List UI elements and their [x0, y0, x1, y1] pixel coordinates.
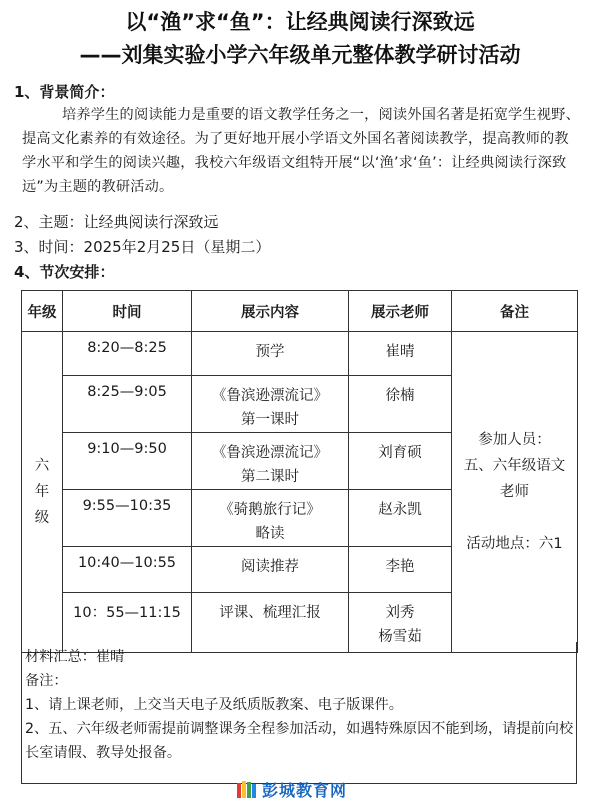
content-line: 预学: [255, 344, 285, 360]
header-remarks: 备注: [452, 291, 578, 332]
participants-label: 参加人员：: [478, 432, 551, 448]
site-watermark: [236, 778, 347, 800]
table-row: [22, 332, 578, 376]
remark-item-1: 1、请上课老师，上交当天电子及纸质版教案、电子版课件。: [25, 697, 403, 713]
schedule-heading: 4、节次安排：: [14, 263, 115, 281]
content-line: 《鲁滨逊漂流记》: [212, 388, 328, 404]
location-text: 活动地点：六1: [466, 536, 563, 552]
teacher-line: 崔晴: [385, 344, 415, 360]
content-line: 评课、梳理汇报: [219, 605, 321, 621]
content-line: 阅读推荐: [241, 559, 299, 575]
content-line: 略读: [255, 526, 285, 542]
participants-line1: 五、六年级语文: [463, 458, 566, 474]
teacher-cell: [349, 547, 452, 593]
teacher-line: 刘育硕: [378, 445, 422, 461]
content-line: 第二课时: [241, 469, 299, 485]
content-cell: [192, 433, 349, 490]
grade-cell: [22, 332, 63, 653]
content-line: 《骑鹅旅行记》: [219, 502, 321, 518]
header-grade: 年级: [22, 291, 63, 332]
remarks-cell: [452, 332, 578, 653]
teacher-cell: [349, 332, 452, 376]
remark-item-2: 2、五、六年级老师需提前调整课务全程参加活动，如遇特殊原因不能到场，请提前向校长室请假、教导处报备。: [25, 721, 574, 761]
site-name: 彭城教育网: [262, 780, 348, 800]
teacher-cell: [349, 376, 452, 433]
teacher-line: 赵永凯: [378, 502, 422, 518]
background-heading: 1、背景简介：: [14, 83, 115, 101]
teacher-line: 杨雪茹: [378, 629, 422, 645]
grade-label: 六年级: [34, 458, 50, 526]
content-cell: [192, 547, 349, 593]
background-paragraph: 培养学生的阅读能力是重要的语文教学任务之一，阅读外国名著是拓宽学生视野、提高文化素养的有效途径。为了更好地开展小学语文外国名著阅读教学，提高教师的教学水平和学生的阅读兴趣，我校六年级语文组特开展“以‘渔’求‘鱼’：让经典阅读行深致远”为主题的教研活动。: [22, 107, 580, 195]
header-time: 时间: [63, 291, 192, 332]
time-cell: 8:20—8:25: [63, 332, 192, 376]
time-cell: 8:25—9:05: [63, 376, 192, 433]
books-logo-icon: [236, 779, 258, 799]
notes-box: [21, 642, 577, 784]
header-teacher: 展示老师: [349, 291, 452, 332]
content-cell: [192, 490, 349, 547]
teacher-cell: [349, 490, 452, 547]
content-line: 《鲁滨逊漂流记》: [212, 445, 328, 461]
theme-line: 2、主题：让经典阅读行深致远: [14, 213, 219, 231]
remark-heading: 备注：: [25, 673, 68, 689]
teacher-line: 刘秀: [385, 605, 415, 621]
page-subtitle: ——刘集实验小学六年级单元整体教学研讨活动: [79, 43, 521, 67]
time-cell: 9:10—9:50: [63, 433, 192, 490]
page-title: 以“渔”求“鱼”：让经典阅读行深致远: [125, 10, 475, 34]
table-header-row: [22, 291, 578, 332]
time-line: 3、时间：2025年2月25日（星期二）: [14, 238, 271, 256]
teacher-line: 徐楠: [385, 388, 415, 404]
content-cell: [192, 376, 349, 433]
time-cell: 9:55—10:35: [63, 490, 192, 547]
header-content: 展示内容: [192, 291, 349, 332]
time-cell: 10：55—11:15: [63, 593, 192, 653]
teacher-cell: [349, 433, 452, 490]
time-cell: 10:40—10:55: [63, 547, 192, 593]
teacher-line: 李艳: [385, 559, 415, 575]
content-line: 第一课时: [241, 412, 299, 428]
materials-line: 材料汇总：崔晴: [25, 649, 125, 665]
participants-line2: 老师: [500, 484, 529, 500]
content-cell: [192, 332, 349, 376]
schedule-table: [21, 290, 578, 653]
